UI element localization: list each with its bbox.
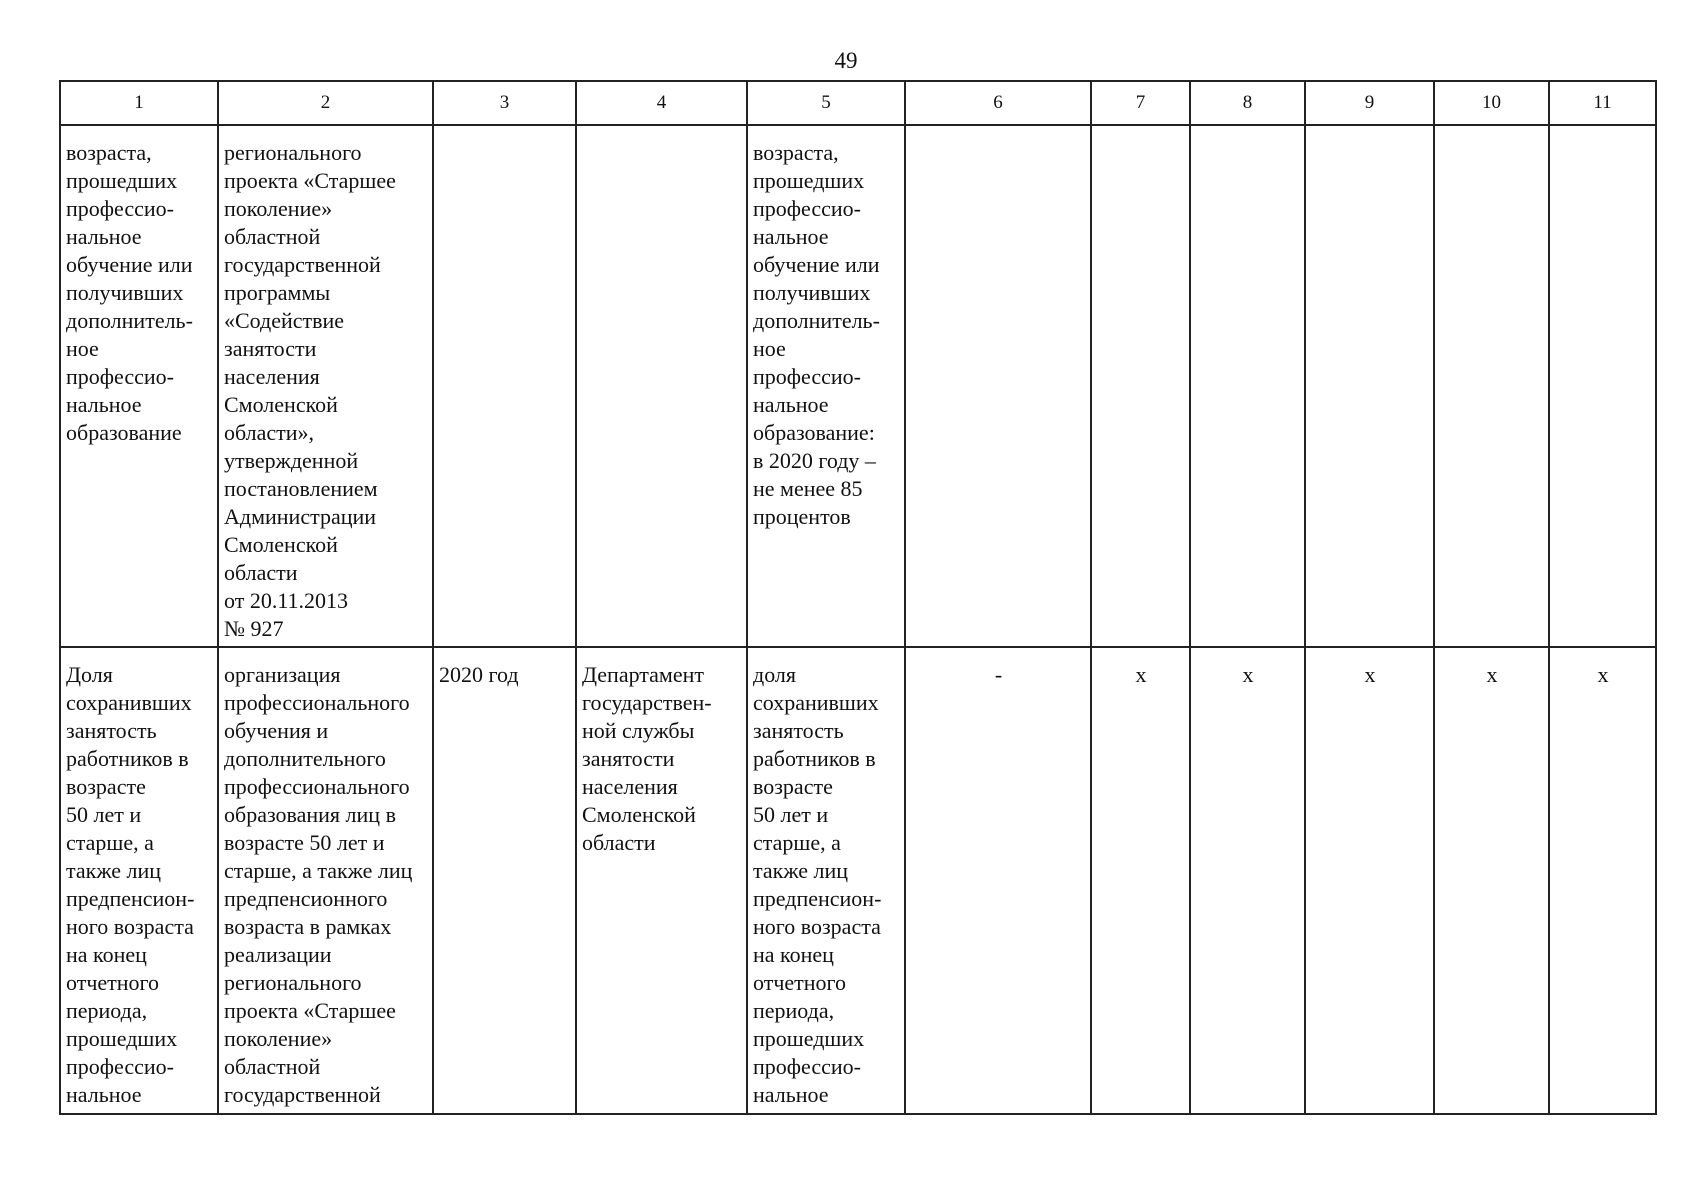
cell-text <box>1435 126 1548 139</box>
column-number: 6 <box>905 81 1091 125</box>
table-cell <box>1190 125 1305 647</box>
cell-text: организация профессионального обучения и дополнительного профессионального образования лиц в возрасте 50 лет и старше, а также лиц предпенсионного возраста в рамках реализации регионального проекта «Старшее поколение» областной государственной <box>224 662 413 1107</box>
cell-text: доля сохранивших занятость работников в возрасте 50 лет и старше, а также лиц предпенсион- ного возраста на конец отчетного периода, прошедших профессио- нальное <box>753 662 882 1107</box>
column-number: 3 <box>433 81 576 125</box>
table-cell <box>60 125 218 647</box>
cell-text: х <box>1364 662 1376 687</box>
column-number: 2 <box>218 81 433 125</box>
table-row <box>60 125 1656 647</box>
cell-text <box>1191 126 1304 139</box>
table-cell <box>1190 647 1305 1114</box>
cell-text: х <box>1486 662 1498 687</box>
column-number: 9 <box>1305 81 1434 125</box>
table-cell <box>905 647 1091 1114</box>
cell-text <box>434 126 575 139</box>
table-cell <box>1091 647 1190 1114</box>
table-cell <box>60 647 218 1114</box>
cell-text <box>1306 126 1433 139</box>
cell-text: х <box>1242 662 1254 687</box>
cell-text <box>1550 126 1655 139</box>
table-cell <box>747 647 905 1114</box>
table-cell <box>1434 647 1549 1114</box>
table-cell <box>1091 125 1190 647</box>
cell-text <box>1092 126 1189 139</box>
table-cell <box>1549 647 1656 1114</box>
cell-text <box>577 126 746 139</box>
cell-text: 2020 год <box>439 662 519 687</box>
column-number: 8 <box>1190 81 1305 125</box>
cell-text: - <box>994 662 1003 687</box>
table-cell <box>905 125 1091 647</box>
table-cell <box>433 647 576 1114</box>
column-number: 5 <box>747 81 905 125</box>
column-number: 7 <box>1091 81 1190 125</box>
table-cell <box>218 647 433 1114</box>
table-cell <box>1434 125 1549 647</box>
indicators-table <box>59 80 1657 1115</box>
column-number: 4 <box>576 81 747 125</box>
cell-text: возраста, прошедших профессио- нальное обучение или получивших дополнитель- ное профессио- нальное образование: в 2020 году – не менее 85 процентов <box>753 140 880 529</box>
table-cell <box>576 125 747 647</box>
table-cell <box>1549 125 1656 647</box>
cell-text: возраста, прошедших профессио- нальное обучение или получивших дополнитель- ное профессио- нальное образование <box>66 140 193 445</box>
table-cell <box>576 647 747 1114</box>
table-cell <box>1305 647 1434 1114</box>
cell-text: х <box>1597 662 1609 687</box>
column-number: 1 <box>60 81 218 125</box>
header-row <box>60 81 1656 125</box>
cell-text: х <box>1135 662 1147 687</box>
table-cell <box>747 125 905 647</box>
table-cell <box>218 125 433 647</box>
table-cell <box>1305 125 1434 647</box>
cell-text: Доля сохранивших занятость работников в возрасте 50 лет и старше, а также лиц предпенсион- ного возраста на конец отчетного периода, прошедших профессио- нальное <box>66 662 195 1107</box>
page-number: 49 <box>834 48 858 73</box>
table-row <box>60 647 1656 1114</box>
table-cell <box>433 125 576 647</box>
cell-text: Департамент государствен- ной службы занятости населения Смоленской области <box>582 662 712 855</box>
column-number: 10 <box>1434 81 1549 125</box>
column-number: 11 <box>1549 81 1656 125</box>
cell-text: регионального проекта «Старшее поколение» областной государственной программы «Содействие занятости населения Смоленской области», утвержденной постановлением Администрации Смоленской области от 20.11.2013 № 927 <box>224 140 396 641</box>
cell-text <box>906 126 1090 139</box>
